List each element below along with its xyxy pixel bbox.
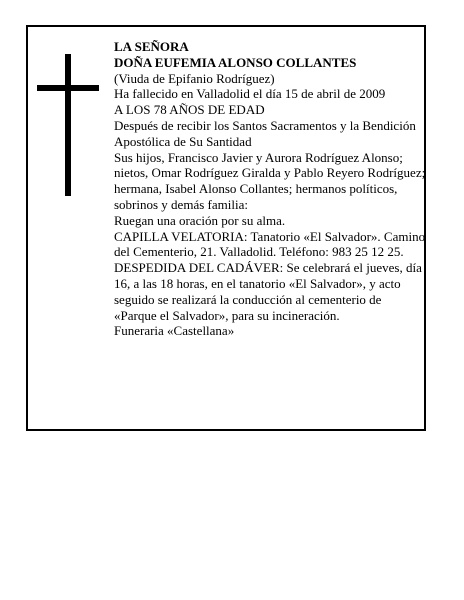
cross-horizontal-bar bbox=[37, 85, 99, 91]
chapel-info: CAPILLA VELATORIA: Tanatorio «El Salvador». Camino del Cementerio, 21. Valladolid. Teléfono: 983 25 12 25. bbox=[114, 228, 426, 260]
passing-date: Ha fallecido en Valladolid el día 15 de abril de 2009 bbox=[114, 86, 386, 102]
age-at-death: A LOS 78 AÑOS DE EDAD bbox=[114, 102, 265, 118]
funeral-home: Funeraria «Castellana» bbox=[114, 323, 235, 339]
notice-title: LA SEÑORA bbox=[114, 39, 189, 54]
prayer-request: Ruegan una oración por su alma. bbox=[114, 212, 286, 228]
widow-of: (Viuda de Epifanio Rodríguez) bbox=[114, 70, 275, 86]
farewell-info: DESPEDIDA DEL CADÁVER: Se celebrará el jueves, día 16, a las 18 horas, en el tanatorio «El Salvador», y acto seguido se realizará la conducción al cementerio de «Parque el Salvador», para su incineración. bbox=[114, 260, 422, 323]
obituary-text bbox=[114, 39, 426, 339]
sacraments-text: Después de recibir los Santos Sacramentos y la Bendición Apostólica de Su Santidad bbox=[114, 117, 416, 149]
cross-vertical-bar bbox=[65, 54, 71, 196]
latin-cross-icon bbox=[37, 54, 99, 196]
deceased-name: DOÑA EUFEMIA ALONSO COLLANTES bbox=[114, 54, 357, 70]
family-list: Sus hijos, Francisco Javier y Aurora Rodríguez Alonso; nietos, Omar Rodríguez Giralda y Pablo Reyero Rodríguez; hermana, Isabel Alonso Collantes; hermanos políticos, sobrinos y demás familia: bbox=[114, 149, 426, 212]
